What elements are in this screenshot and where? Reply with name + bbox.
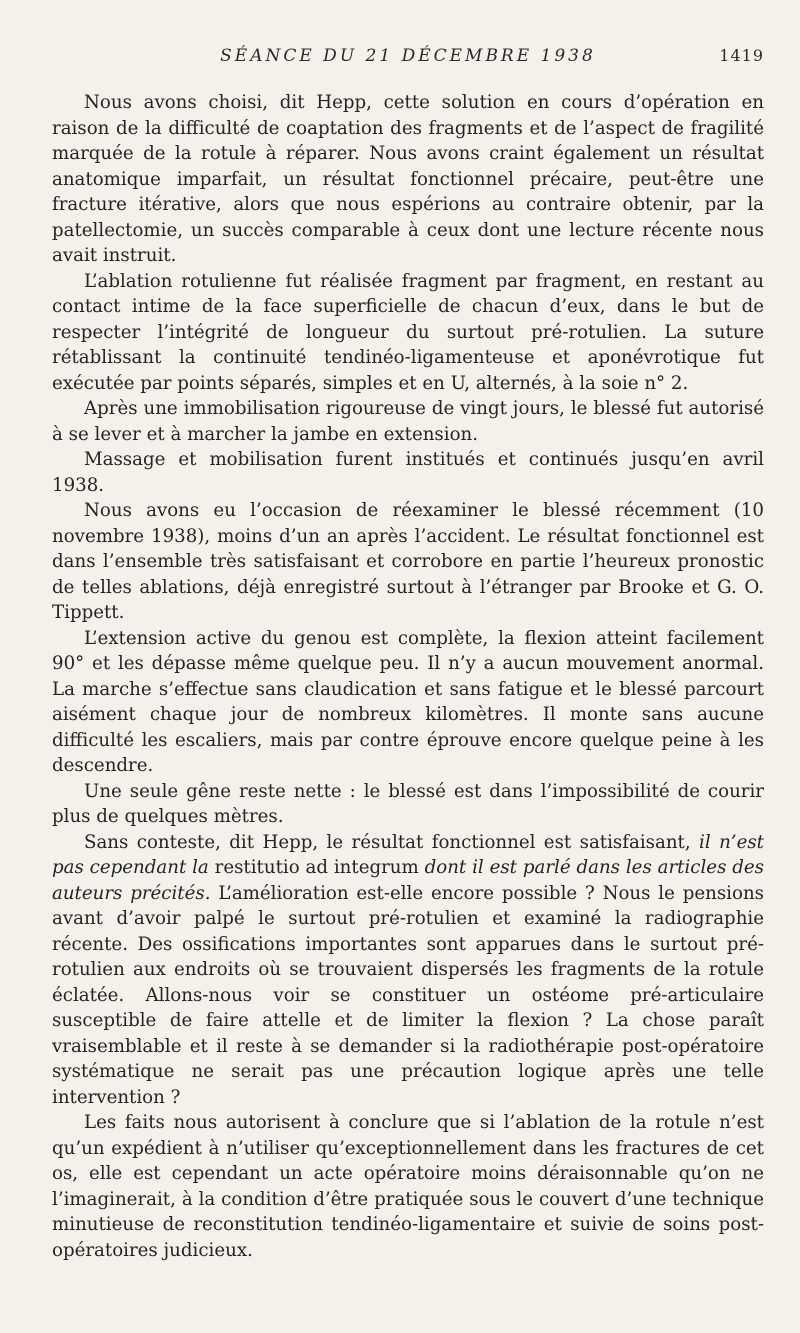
text-segment: Sans conteste, dit Hepp, le résultat fonctionnel est satisfaisant, xyxy=(84,831,700,853)
text-segment: Après une immobilisation rigoureuse de vingt jours, le blessé fut autorisé à se lever et à marcher la jambe en extension. xyxy=(52,398,764,445)
paragraph xyxy=(52,1110,764,1263)
paragraph xyxy=(52,90,764,269)
paragraph xyxy=(52,498,764,626)
text-segment: L’amélioration est-elle encore possible ? Nous le pensions avant d’avoir palpé le surtout pré-rotulien et examiné la radiographie récente. Des ossifications importantes sont apparues dans le surtout pré-rotulien aux endroits où se trouvaient dispersés les fragments de la rotule éclatée. Allons-nous voir se constituer un ostéome pré-articulaire susceptible de faire attelle et de limiter la flexion ? La chose paraît vraisemblable et il reste à se demander si la radiothérapie post-opératoire systématique ne serait pas une précaution logique après une telle intervention ? xyxy=(52,882,764,1108)
journal-page xyxy=(52,44,764,1304)
page-number: 1419 xyxy=(719,46,764,65)
text-segment: Les faits nous autorisent à conclure que si l’ablation de la rotule n’est qu’un expédient à n’utiliser qu’exceptionnellement dans les fractures de cet os, elle est cependant un acte opératoire moins déraisonnable qu’on ne l’imaginerait, à la condition d’être pratiquée sous le couvert d’une technique minutieuse de reconstitution tendinéo-ligamentaire et suivie de soins post-opératoires judicieux. xyxy=(52,1112,764,1261)
italic-text-segment: dont il est parlé dans les articles des auteurs précités. xyxy=(52,857,764,904)
running-title: SÉANCE DU 21 DÉCEMBRE 1938 xyxy=(220,46,596,66)
paragraph xyxy=(52,447,764,498)
text-segment: Nous avons choisi, dit Hepp, cette solution en cours d’opération en raison de la difficulté de coaptation des fragments et de l’aspect de fragilité marquée de la rotule à réparer. Nous avons craint également un résultat anatomique imparfait, un résultat fonctionnel précaire, peut-être une fracture itérative, alors que nous espérions au contraire obtenir, par la patellectomie, un succès comparable à ceux dont une lecture récente nous avait instruit. xyxy=(52,92,764,266)
paragraph xyxy=(52,626,764,779)
running-header xyxy=(52,44,764,76)
text-segment: L’extension active du genou est complète, la flexion atteint facilement 90° et les dépasse même quelque peu. Il n’y a aucun mouvement anormal. La marche s’effectue sans claudication et sans fatigue et le blessé parcourt aisément chaque jour de nombreux kilomètres. Il monte sans aucune difficulté les escaliers, mais par contre éprouve encore quelque peine à les descendre. xyxy=(52,627,764,776)
paragraph xyxy=(52,269,764,397)
paragraph xyxy=(52,396,764,447)
text-segment: restitutio ad integrum xyxy=(208,857,425,878)
text-segment: L’ablation rotulienne fut réalisée fragment par fragment, en restant au contact intime de la face superficielle de chacun d’eux, dans le but de respecter l’intégrité de longueur du surtout pré-rotulien. La suture rétablissant la continuité tendinéo-ligamenteuse et aponévrotique fut exécutée par points séparés, simples et en U, alternés, à la soie n° 2. xyxy=(52,270,764,394)
text-segment: Une seule gêne reste nette : le blessé est dans l’impossibilité de courir plus de quelques mètres. xyxy=(52,780,764,827)
paragraph xyxy=(52,779,764,830)
text-segment: Nous avons eu l’occasion de réexaminer le blessé récemment (10 novembre 1938), moins d’un an après l’accident. Le résultat fonctionnel est dans l’ensemble très satisfaisant et corrobore en partie l’heureux pronostic de telles ablations, déjà enregistré surtout à l’étranger par Brooke et G. O. Tippett. xyxy=(52,500,764,623)
italic-text-segment: il n’est pas cependant la xyxy=(52,831,764,878)
text-segment: Massage et mobilisation furent institués et continués jusqu’en avril 1938. xyxy=(52,449,764,496)
article-body xyxy=(52,90,764,1263)
paragraph xyxy=(52,830,764,1111)
